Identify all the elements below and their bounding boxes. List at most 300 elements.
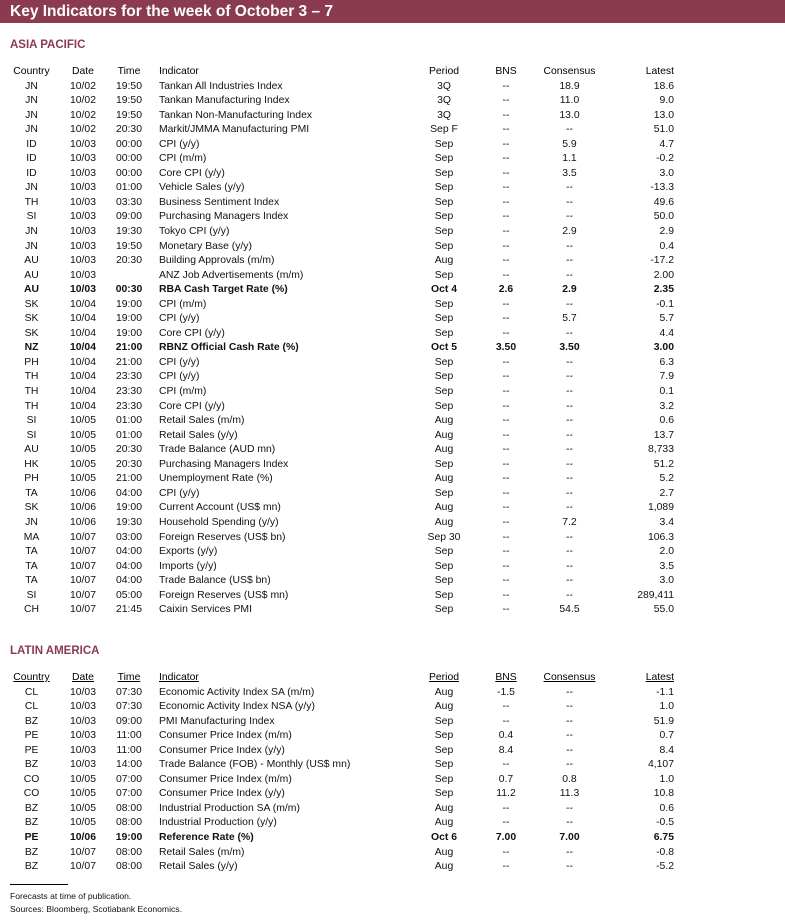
date-cell: 10/06 <box>69 487 96 499</box>
indicator-cell: Retail Sales (m/m) <box>159 846 245 858</box>
consensus-cell: -- <box>566 846 573 858</box>
consensus-cell: -- <box>566 182 573 194</box>
date-cell: 10/03 <box>69 182 96 194</box>
consensus-cell: -- <box>566 473 573 485</box>
table-row <box>0 414 674 429</box>
date-cell: 10/03 <box>69 759 96 771</box>
latest-cell: 4,107 <box>647 759 674 771</box>
date-cell: 10/03 <box>69 715 96 727</box>
latest-cell: 1,089 <box>647 502 674 514</box>
latest-cell: 10.8 <box>653 788 674 800</box>
period-cell: 3Q <box>437 109 451 121</box>
period-cell: Sep <box>434 604 454 616</box>
time-cell: 23:30 <box>115 400 142 412</box>
table-row <box>0 356 674 371</box>
bns-cell: -- <box>502 167 510 179</box>
indicator-cell: Current Account (US$ mn) <box>159 502 281 514</box>
period-cell: Sep <box>434 269 454 281</box>
asia-pacific-table <box>0 65 674 618</box>
country-cell: AU <box>23 284 39 296</box>
latest-cell: 49.6 <box>653 196 674 208</box>
period-cell: Sep <box>434 744 454 756</box>
consensus-cell: -- <box>566 400 573 412</box>
country-cell: SK <box>24 298 39 310</box>
indicator-cell: Retail Sales (m/m) <box>159 415 245 427</box>
consensus-cell: 18.9 <box>559 80 580 92</box>
time-cell: 08:00 <box>115 802 142 814</box>
time-cell: 00:00 <box>115 138 142 150</box>
country-cell: PH <box>24 473 39 485</box>
country-cell: SI <box>26 415 37 427</box>
indicator-cell: CPI (m/m) <box>159 386 207 398</box>
consensus-cell: 3.5 <box>562 167 577 179</box>
table-row <box>0 686 674 701</box>
bns-cell: -- <box>502 327 510 339</box>
latest-cell: -0.8 <box>656 846 674 858</box>
time-cell: 23:30 <box>115 386 142 398</box>
table-row <box>0 269 674 284</box>
country-cell: NZ <box>24 342 39 354</box>
col-header-date: Date <box>72 672 94 683</box>
country-cell: TH <box>24 371 39 383</box>
table-row <box>0 341 674 356</box>
col-header-bns: BNS <box>495 66 517 77</box>
indicator-cell: Foreign Reserves (US$ bn) <box>159 531 286 543</box>
indicator-cell: Retail Sales (y/y) <box>159 861 238 873</box>
time-cell <box>103 269 155 284</box>
latest-cell: -0.5 <box>656 817 674 829</box>
footnote-divider <box>10 884 68 885</box>
time-cell: 21:00 <box>115 473 142 485</box>
col-header-indicator: Indicator <box>159 66 199 77</box>
table-row <box>0 80 674 95</box>
period-cell: Sep <box>434 153 454 165</box>
footnote-sources: Sources: Bloomberg, Scotiabank Economics. <box>10 904 182 914</box>
bns-cell: -- <box>502 298 510 310</box>
latest-cell: -5.2 <box>656 861 674 873</box>
section-title-latin-america: LATIN AMERICA <box>10 645 100 657</box>
table-row <box>0 487 674 502</box>
period-cell: Sep <box>434 298 454 310</box>
bns-cell: -- <box>502 371 510 383</box>
bns-cell: -- <box>502 473 510 485</box>
time-cell: 19:50 <box>115 240 142 252</box>
period-cell: 3Q <box>437 80 451 92</box>
latest-cell: 6.3 <box>659 356 674 368</box>
country-cell: BZ <box>24 715 39 727</box>
col-header-latest: Latest <box>645 672 674 683</box>
col-header-period: Period <box>428 66 460 77</box>
indicator-cell: CPI (m/m) <box>159 298 207 310</box>
bns-cell: -- <box>502 153 510 165</box>
country-cell: JN <box>25 124 38 136</box>
indicator-cell: Consumer Price Index (m/m) <box>159 773 292 785</box>
consensus-cell: 5.9 <box>562 138 577 150</box>
time-cell: 00:00 <box>115 167 142 179</box>
latest-cell: 2.35 <box>653 284 674 296</box>
indicator-cell: Tankan Manufacturing Index <box>159 95 290 107</box>
table-row <box>0 802 674 817</box>
time-cell: 04:00 <box>115 575 142 587</box>
period-cell: Sep <box>434 759 454 771</box>
time-cell: 19:00 <box>115 313 142 325</box>
bns-cell: -- <box>502 531 510 543</box>
country-cell: BZ <box>24 861 39 873</box>
period-cell: Aug <box>434 473 454 485</box>
time-cell: 00:30 <box>115 284 143 296</box>
country-cell: JN <box>25 516 38 528</box>
bns-cell: -- <box>502 715 510 727</box>
time-cell: 19:30 <box>115 516 142 528</box>
country-cell: TH <box>24 196 39 208</box>
period-cell: Sep <box>434 182 454 194</box>
indicator-cell: Markit/JMMA Manufacturing PMI <box>159 124 310 136</box>
date-cell: 10/04 <box>69 386 96 398</box>
country-cell: ID <box>26 138 37 150</box>
country-cell: TA <box>25 560 38 572</box>
time-cell: 08:00 <box>115 817 142 829</box>
latest-cell: 3.0 <box>659 575 674 587</box>
date-cell: 10/03 <box>69 255 96 267</box>
consensus-cell: 5.7 <box>562 313 577 325</box>
date-cell: 10/07 <box>69 560 96 572</box>
indicator-cell: CPI (y/y) <box>159 138 200 150</box>
country-cell: JN <box>25 182 38 194</box>
date-cell: 10/03 <box>69 153 96 165</box>
date-cell: 10/05 <box>69 788 96 800</box>
consensus-cell: -- <box>566 546 573 558</box>
table-header-row <box>0 65 674 80</box>
indicator-cell: Tankan Non-Manufacturing Index <box>159 109 313 121</box>
indicator-cell: Household Spending (y/y) <box>159 516 279 528</box>
latest-cell: -0.1 <box>656 298 674 310</box>
latest-cell: 1.0 <box>659 773 674 785</box>
period-cell: Sep <box>434 788 454 800</box>
bns-cell: -- <box>502 356 510 368</box>
col-header-time: Time <box>117 672 141 683</box>
latest-cell: 8,733 <box>647 444 674 456</box>
country-cell: TA <box>25 546 38 558</box>
indicator-cell: Core CPI (y/y) <box>159 167 225 179</box>
consensus-cell: 54.5 <box>559 604 580 616</box>
table-row <box>0 560 674 575</box>
country-cell: SI <box>26 429 37 441</box>
period-cell: Oct 4 <box>431 284 457 296</box>
consensus-cell: 3.50 <box>559 342 580 354</box>
latest-cell: 3.4 <box>659 516 674 528</box>
latest-cell: -0.2 <box>656 153 674 165</box>
table-row <box>0 458 674 473</box>
country-cell: JN <box>25 226 38 238</box>
time-cell: 20:30 <box>115 444 142 456</box>
bns-cell: -- <box>502 138 510 150</box>
country-cell: TA <box>25 487 38 499</box>
latest-cell: 2.0 <box>659 546 674 558</box>
country-cell: CL <box>24 686 39 698</box>
date-cell: 10/04 <box>69 371 96 383</box>
date-cell: 10/06 <box>69 516 96 528</box>
country-cell: PH <box>24 356 39 368</box>
consensus-cell: -- <box>566 715 573 727</box>
bns-cell: -- <box>502 846 510 858</box>
date-cell: 10/07 <box>69 861 96 873</box>
table-row <box>0 603 674 618</box>
time-cell: 05:00 <box>115 589 142 601</box>
time-cell: 09:00 <box>115 715 142 727</box>
time-cell: 07:30 <box>115 686 142 698</box>
time-cell: 20:30 <box>115 255 142 267</box>
table-row <box>0 167 674 182</box>
table-row <box>0 729 674 744</box>
time-cell: 08:00 <box>115 846 142 858</box>
time-cell: 03:30 <box>115 196 142 208</box>
period-cell: Aug <box>434 516 454 528</box>
table-row <box>0 787 674 802</box>
bns-cell: -- <box>502 458 510 470</box>
table-row <box>0 370 674 385</box>
indicator-cell: CPI (y/y) <box>159 356 200 368</box>
consensus-cell: 7.2 <box>562 516 577 528</box>
time-cell: 04:00 <box>115 546 142 558</box>
col-header-consensus: Consensus <box>543 672 596 683</box>
latest-cell: 4.4 <box>659 327 674 339</box>
period-cell: Sep <box>434 458 454 470</box>
latest-cell: 51.9 <box>653 715 674 727</box>
consensus-cell: -- <box>566 255 573 267</box>
indicator-cell: Building Approvals (m/m) <box>159 255 275 267</box>
period-cell: Sep <box>434 327 454 339</box>
indicator-cell: Consumer Price Index (y/y) <box>159 744 285 756</box>
country-cell: AU <box>24 269 39 281</box>
period-cell: Aug <box>434 861 454 873</box>
country-cell: ID <box>26 167 37 179</box>
period-cell: Sep <box>434 196 454 208</box>
table-row <box>0 283 674 298</box>
consensus-cell: 2.9 <box>562 226 577 238</box>
period-cell: Aug <box>434 802 454 814</box>
period-cell: Aug <box>434 429 454 441</box>
consensus-cell: -- <box>566 589 573 601</box>
period-cell: Oct 6 <box>431 832 457 844</box>
consensus-cell: -- <box>566 298 573 310</box>
bns-cell: -- <box>502 109 510 121</box>
country-cell: PE <box>24 832 39 844</box>
indicator-cell: Business Sentiment Index <box>159 196 280 208</box>
period-cell: 3Q <box>437 95 451 107</box>
bns-cell: -- <box>502 589 510 601</box>
bns-cell: -- <box>502 211 510 223</box>
date-cell: 10/05 <box>69 817 96 829</box>
latest-cell: 3.5 <box>659 560 674 572</box>
footnote-forecasts: Forecasts at time of publication. <box>10 891 132 901</box>
latest-cell: 1.0 <box>659 701 674 713</box>
date-cell: 10/03 <box>69 196 96 208</box>
time-cell: 19:50 <box>115 80 142 92</box>
bns-cell: -- <box>502 386 510 398</box>
table-row <box>0 846 674 861</box>
date-cell: 10/04 <box>69 298 96 310</box>
consensus-cell: -- <box>566 124 573 136</box>
period-cell: Sep <box>434 715 454 727</box>
indicator-cell: Economic Activity Index NSA (y/y) <box>159 701 315 713</box>
time-cell: 04:00 <box>115 560 142 572</box>
indicator-cell: CPI (y/y) <box>159 371 200 383</box>
country-cell: JN <box>25 109 38 121</box>
latest-cell: 5.2 <box>659 473 674 485</box>
date-cell: 10/05 <box>69 415 96 427</box>
period-cell: Aug <box>434 817 454 829</box>
indicator-cell: Foreign Reserves (US$ mn) <box>159 589 289 601</box>
date-cell: 10/02 <box>69 95 96 107</box>
date-cell: 10/06 <box>69 502 96 514</box>
date-cell: 10/02 <box>69 80 96 92</box>
latest-cell: 50.0 <box>653 211 674 223</box>
table-row <box>0 516 674 531</box>
country-cell: CL <box>24 701 39 713</box>
country-cell: MA <box>23 531 40 543</box>
period-cell: Sep <box>434 546 454 558</box>
consensus-cell: -- <box>566 686 573 698</box>
bns-cell: -- <box>502 759 510 771</box>
table-row <box>0 210 674 225</box>
time-cell: 01:00 <box>115 182 142 194</box>
country-cell: ID <box>26 153 37 165</box>
bns-cell: 0.7 <box>498 773 514 785</box>
indicator-cell: RBNZ Official Cash Rate (%) <box>159 342 299 354</box>
period-cell: Aug <box>434 502 454 514</box>
period-cell: Sep <box>434 240 454 252</box>
consensus-cell: -- <box>566 502 573 514</box>
date-cell: 10/05 <box>69 473 96 485</box>
time-cell: 19:00 <box>115 298 142 310</box>
period-cell: Sep <box>434 400 454 412</box>
bns-cell: 0.4 <box>498 730 514 742</box>
bns-cell: -- <box>502 802 510 814</box>
country-cell: BZ <box>24 846 39 858</box>
indicator-cell: Vehicle Sales (y/y) <box>159 182 245 194</box>
bns-cell: -- <box>502 560 510 572</box>
bns-cell: 11.2 <box>496 788 516 800</box>
time-cell: 11:00 <box>116 744 142 756</box>
indicator-cell: Reference Rate (%) <box>159 832 254 844</box>
time-cell: 19:00 <box>115 327 142 339</box>
table-row <box>0 831 674 846</box>
consensus-cell: -- <box>566 269 573 281</box>
indicator-cell: PMI Manufacturing Index <box>159 715 275 727</box>
time-cell: 08:00 <box>115 861 142 873</box>
indicator-cell: Monetary Base (y/y) <box>159 240 252 252</box>
col-header-indicator: Indicator <box>159 672 199 683</box>
bns-cell: -- <box>502 182 510 194</box>
period-cell: Aug <box>434 701 454 713</box>
period-cell: Sep <box>434 773 454 785</box>
page-title-banner <box>0 0 785 23</box>
consensus-cell: 2.9 <box>562 284 577 296</box>
period-cell: Sep <box>434 313 454 325</box>
col-header-country: Country <box>13 66 50 77</box>
country-cell: SK <box>24 502 39 514</box>
date-cell: 10/05 <box>69 458 96 470</box>
indicator-cell: Unemployment Rate (%) <box>159 473 273 485</box>
consensus-cell: -- <box>566 817 573 829</box>
table-row <box>0 385 674 400</box>
country-cell: JN <box>25 95 38 107</box>
bns-cell: -- <box>502 95 510 107</box>
country-cell: AU <box>24 444 39 456</box>
col-header-latest: Latest <box>645 66 674 77</box>
col-header-consensus: Consensus <box>543 66 596 77</box>
country-cell: SK <box>24 313 39 325</box>
latest-cell: 0.4 <box>659 240 674 252</box>
table-row <box>0 816 674 831</box>
date-cell: 10/03 <box>69 240 96 252</box>
time-cell: 14:00 <box>115 759 142 771</box>
consensus-cell: -- <box>566 415 573 427</box>
indicator-cell: Purchasing Managers Index <box>159 211 289 223</box>
time-cell: 03:00 <box>115 531 142 543</box>
country-cell: BZ <box>24 802 39 814</box>
latest-cell: 2.7 <box>659 487 674 499</box>
date-cell: 10/07 <box>69 531 96 543</box>
date-cell: 10/07 <box>69 575 96 587</box>
period-cell: Sep <box>434 575 454 587</box>
time-cell: 00:00 <box>115 153 142 165</box>
indicator-cell: Consumer Price Index (y/y) <box>159 788 285 800</box>
country-cell: SI <box>26 211 37 223</box>
period-cell: Aug <box>434 686 454 698</box>
table-row <box>0 744 674 759</box>
table-row <box>0 545 674 560</box>
table-row <box>0 773 674 788</box>
col-header-country: Country <box>13 672 50 683</box>
table-row <box>0 94 674 109</box>
table-header-row <box>0 671 674 686</box>
period-cell: Sep <box>434 386 454 398</box>
table-row <box>0 531 674 546</box>
time-cell: 01:00 <box>115 429 142 441</box>
consensus-cell: -- <box>566 744 573 756</box>
consensus-cell: -- <box>566 531 573 543</box>
indicator-cell: Trade Balance (AUD mn) <box>159 444 276 456</box>
latest-cell: 2.00 <box>653 269 674 281</box>
date-cell: 10/04 <box>69 313 96 325</box>
latest-cell: 289,411 <box>637 589 674 601</box>
date-cell: 10/02 <box>69 109 96 121</box>
consensus-cell: -- <box>566 861 573 873</box>
indicator-cell: Tokyo CPI (y/y) <box>159 226 230 238</box>
date-cell: 10/03 <box>69 138 96 150</box>
table-row <box>0 181 674 196</box>
date-cell: 10/04 <box>69 356 96 368</box>
indicator-cell: Purchasing Managers Index <box>159 458 289 470</box>
period-cell: Sep <box>434 138 454 150</box>
country-cell: CO <box>23 788 40 800</box>
table-row <box>0 472 674 487</box>
page-title: Key Indicators for the week of October 3 – 7 <box>10 3 334 20</box>
indicator-cell: Industrial Production (y/y) <box>159 817 277 829</box>
latest-cell: -1.1 <box>656 686 674 698</box>
table-row <box>0 589 674 604</box>
table-row <box>0 109 674 124</box>
bns-cell: -- <box>502 502 510 514</box>
date-cell: 10/04 <box>69 342 96 354</box>
consensus-cell: -- <box>566 730 573 742</box>
country-cell: SK <box>24 327 39 339</box>
bns-cell: -- <box>502 124 510 136</box>
latest-cell: 51.0 <box>653 124 674 136</box>
time-cell: 07:30 <box>115 701 142 713</box>
time-cell: 19:30 <box>115 226 142 238</box>
